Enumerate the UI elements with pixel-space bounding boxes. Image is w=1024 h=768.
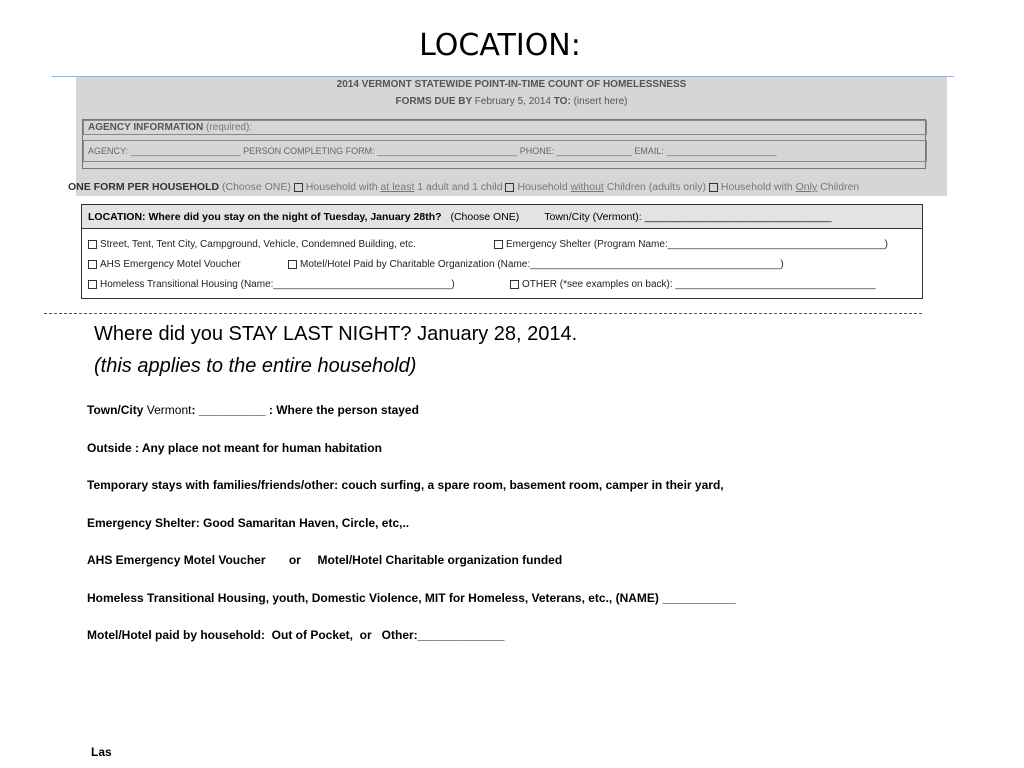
checkbox-icon (88, 260, 97, 269)
location-header (82, 205, 922, 229)
note-ahs: AHS Emergency Motel Voucher or Motel/Hotel Charitable organization funded (87, 553, 563, 567)
agency-header-label: AGENCY INFORMATION (88, 122, 204, 133)
note-town (87, 403, 419, 417)
due-to: TO: (553, 96, 571, 107)
household-opt2-post: Children (adults only) (606, 181, 706, 193)
household-opt3-underline: Only (795, 181, 818, 193)
household-opt1-underline: at least (380, 181, 415, 193)
due-insert: (insert here) (573, 96, 628, 107)
checkbox-icon (510, 280, 519, 289)
due-label: FORMS DUE BY (395, 96, 473, 107)
location-row-1 (88, 239, 416, 250)
household-type-line (68, 181, 859, 193)
agency-fields-line: AGENCY: ______________________ PERSON COMPLETING FORM: ____________________________ PHONE: _______________ EMAIL: ______________________ (83, 140, 927, 162)
checkbox-icon (709, 183, 718, 192)
note-motel-household: Motel/Hotel paid by household: Out of Pocket, or Other:_____________ (87, 628, 505, 642)
option-ahs: AHS Emergency Motel Voucher (100, 259, 241, 270)
note-town-rest: : __________ : Where the person stayed (191, 403, 419, 417)
option-motel-charity: Motel/Hotel Paid by Charitable Organization (Name:_____________________________________________) (300, 259, 784, 270)
option-other: OTHER (*see examples on back): ____________________________________ (522, 279, 876, 290)
note-shelter: Emergency Shelter: Good Samaritan Haven, Circle, etc,.. (87, 516, 410, 530)
location-row-2b (288, 259, 784, 270)
note-temporary: Temporary stays with families/friends/other: couch surfing, a spare room, basement room, camper in their yard, (87, 478, 724, 492)
household-opt1-post: 1 adult and 1 child (417, 181, 503, 193)
checkbox-icon (288, 260, 297, 269)
lead-subtitle: (this applies to the entire household) (94, 355, 417, 377)
agency-header (83, 120, 927, 135)
form-due-line (76, 96, 947, 107)
cut-line (44, 313, 922, 314)
location-row-3 (88, 279, 455, 290)
location-town: Town/City (Vermont): ________________________________ (544, 211, 832, 223)
household-opt1-pre: Household with (305, 181, 378, 193)
household-label: ONE FORM PER HOUSEHOLD (68, 181, 220, 193)
form-heading: 2014 VERMONT STATEWIDE POINT-IN-TIME COUNT OF HOMELESSNESS (336, 79, 687, 90)
location-form-box (81, 204, 923, 299)
note-transitional: Homeless Transitional Housing, youth, Domestic Violence, MIT for Homeless, Veterans, etc., (NAME) ___________ (87, 591, 736, 605)
location-row-1b (494, 239, 888, 250)
note-outside: Outside : Any place not meant for human habitation (87, 441, 382, 455)
option-transitional: Homeless Transitional Housing (Name:________________________________) (100, 279, 455, 290)
household-opt2-pre: Household (517, 181, 568, 193)
household-choose: (Choose ONE) (222, 181, 291, 193)
note-town-state: Vermont (146, 403, 192, 417)
checkbox-icon (294, 183, 303, 192)
option-street: Street, Tent, Tent City, Campground, Vehicle, Condemned Building, etc. (100, 239, 416, 250)
option-shelter: Emergency Shelter (Program Name:_______________________________________) (506, 239, 888, 250)
due-date: February 5, 2014 (474, 96, 551, 107)
household-opt3-pre: Household with (720, 181, 793, 193)
checkbox-icon (505, 183, 514, 192)
location-question: LOCATION: Where did you stay on the night of Tuesday, January 28th? (88, 211, 442, 223)
location-row-3b (510, 279, 876, 290)
location-row-2 (88, 259, 241, 270)
location-choose: (Choose ONE) (450, 211, 520, 223)
lead-question: Where did you STAY LAST NIGHT? January 28, 2014. (94, 323, 578, 345)
household-opt3-post: Children (820, 181, 860, 193)
agency-info-box (82, 119, 926, 169)
household-opt2-underline: without (570, 181, 604, 193)
form-scan-image (76, 77, 947, 196)
slide-title: LOCATION: (419, 28, 581, 63)
checkbox-icon (494, 240, 503, 249)
note-town-label: Town/City (87, 403, 144, 417)
text-fragment: Las (91, 745, 112, 759)
checkbox-icon (88, 240, 97, 249)
checkbox-icon (88, 280, 97, 289)
agency-required: (required): (205, 122, 253, 133)
